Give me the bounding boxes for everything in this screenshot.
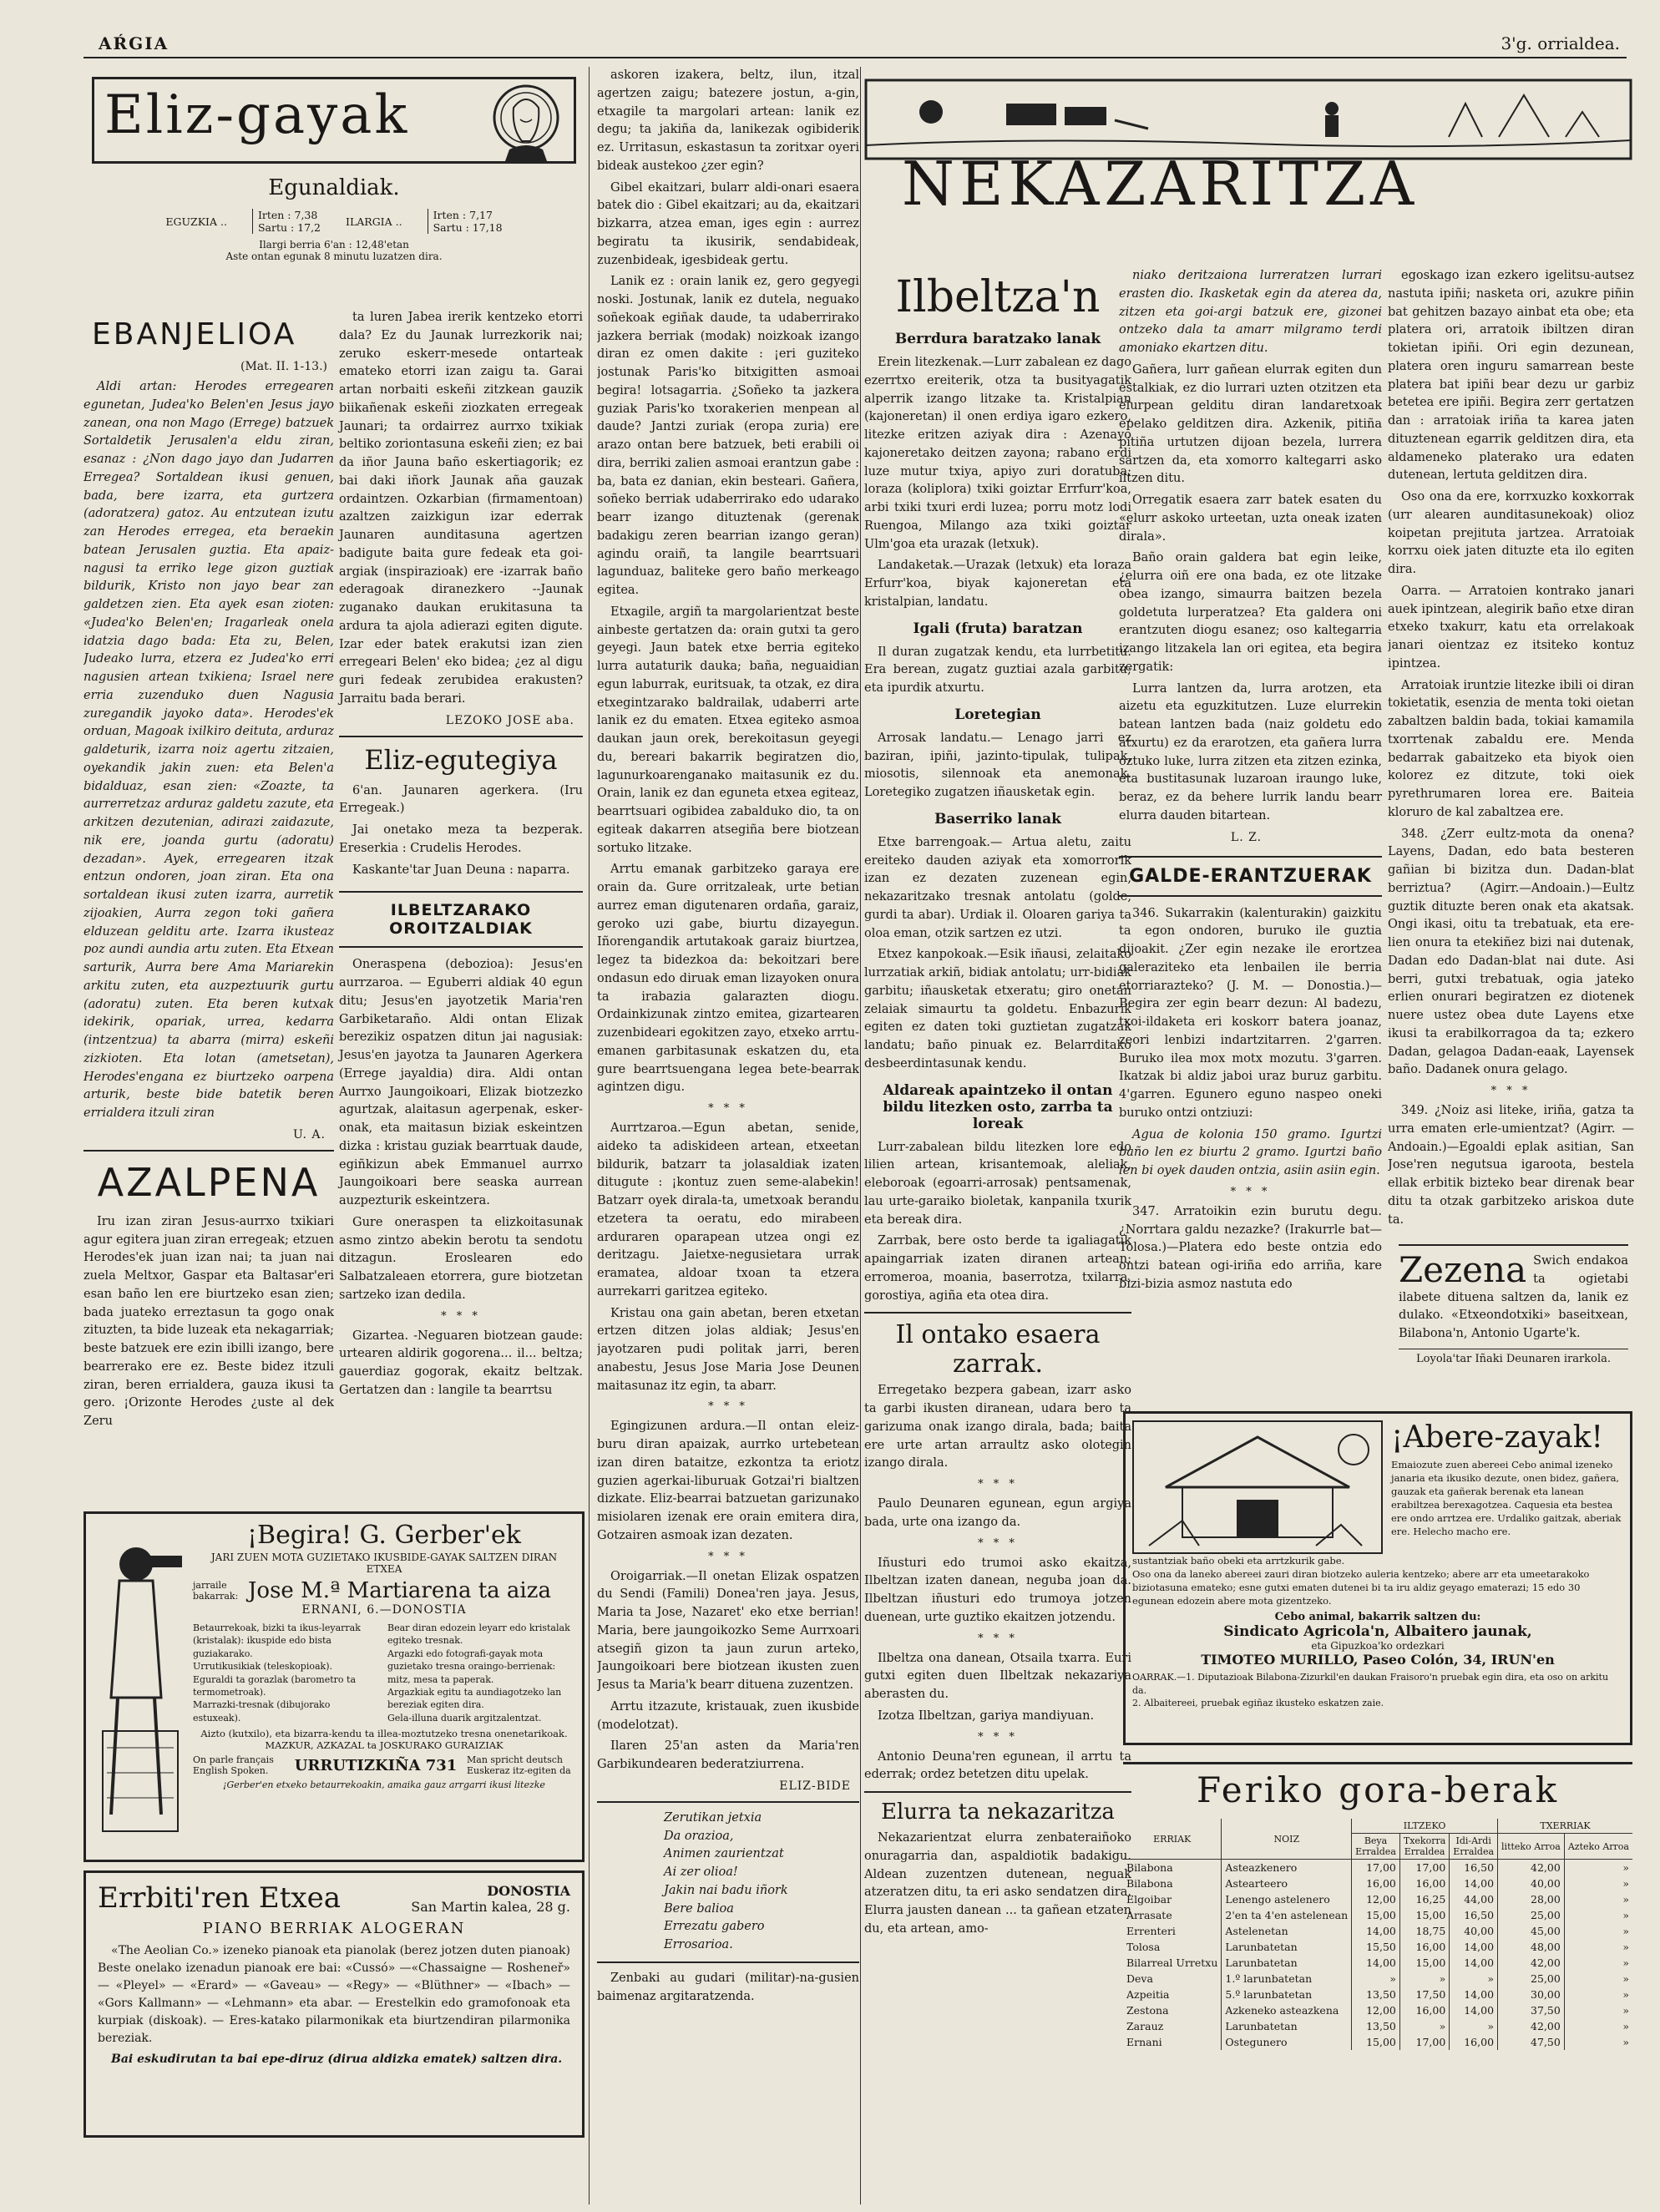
- nek-p19: Baño orain galdera bat egin leike, ¿elurra oiñ ere ona bada, ez ote litzake obea izango, simaurra baitzen bezela goldetuta lurperatzea? Eta galdera oni erantzuten diogu esanez; oso kaltegarria izango litzakela lan ori egitea, eta begira zergatik:: [1119, 551, 1382, 674]
- col-header-noiz: NOIZ: [1222, 1819, 1352, 1860]
- table-cell: 42,00: [1498, 2018, 1565, 2034]
- table-cell: Astelenetan: [1222, 1923, 1352, 1939]
- table-row: [1123, 1891, 1632, 1907]
- table-row: [1123, 1987, 1632, 2002]
- errbiti-body: «The Aeolian Co.» izeneko pianoak eta pianolak (berez jotzen duten pianoak) Beste onelako izenadun pianoak ere bai: «Cussó» —«Chassaigne — Rosheneř» — «Pleyel» — «Erard» — «Gaveau» — «Regy» — «Blüthner» — «Ibach» — «Gors Kallmann» — «Lehmann» eta abar. — Erestelkin edo gramofonoak eta kurpiak (diskoak). — Eres-katako pilarmonikak eta biurtzendiran pilarmonika bereziak.: [98, 1944, 570, 2045]
- gerber-footer-line: Aizto (kutxilo), eta bizarra-kendu ta illea-moztutzeko tresna onenetarikoak.: [200, 1728, 568, 1740]
- column-2: [332, 309, 583, 1503]
- poem-line: Ai zer olioa!: [664, 1865, 738, 1879]
- gerber-title: ¡Begira! G. Gerber'ek: [247, 1521, 521, 1550]
- table-cell: 16,00: [1352, 1875, 1400, 1891]
- table-cell: Zestona: [1126, 2004, 1169, 2017]
- gerber-item: Argazkiak egitu ta aundiagotzeko lan bereziak egiten dira.: [387, 1686, 562, 1711]
- divider: [597, 1801, 859, 1803]
- table-cell: 25,00: [1498, 1907, 1565, 1923]
- table-row: [1123, 1860, 1632, 1876]
- gerber-item: Betaurrekoak, bizki ta ikus-leyarrak (kristalak): ikuspide edo bista guziakarako.: [193, 1622, 361, 1659]
- table-cell: Larunbatetan: [1222, 2018, 1352, 2034]
- table-cell: 42,00: [1498, 1860, 1565, 1876]
- signature-elizbide: ELIZ-BIDE: [779, 1779, 851, 1793]
- table-cell: Bilarreal Urretxu: [1126, 1956, 1218, 1969]
- signature-ua: U. A.: [293, 1127, 326, 1141]
- abere-address: TIMOTEO MURILLO, Paseo Colón, 34, IRUN'en: [1201, 1652, 1555, 1668]
- question-346: 346. Sukarrakin (kalenturakin) gaizkitu ta egon ondoren, buruko ile guztia dijoakit. ¿Zer egin nezake ile erortzea galeraziteko eta lenbailen ile berria etorriarazteko? (J. M. — Donostia.)—Begira zer egin bearr dezun: Al badezu, txoi-ildaketa eri koskorr batera joanaz, zeori lenbizi indartzitarren. 2'garren. Buruko ilea mox motx mozutu. 3'garren. Ikatzak bi aldiz jaboi uraz buruz garbitu. 4'garren. Egunero eguno naspeo oneki buruko ontzi ontziuzi:: [1119, 906, 1382, 1120]
- separator-stars: * * *: [708, 1102, 748, 1115]
- table-cell: Bilabona: [1126, 1861, 1173, 1874]
- gerber-subtitle: JARI ZUEN MOTA GUZIETAKO IKUSBIDE-GAYAK SALTZEN DIRAN ETXEA: [210, 1551, 558, 1575]
- table-row: [1123, 2002, 1632, 2018]
- eliz-gayak-header: [92, 77, 576, 164]
- top-rule: [84, 57, 1627, 58]
- galde-erantzuerak-title: GALDE-ERANTZUERAK: [1119, 856, 1382, 897]
- gerber-phone: URRUTIZKIÑA 731: [294, 1756, 458, 1774]
- eguzkia-times: [252, 209, 321, 234]
- col3-p4: Etxagile, argiñ ta margolarientzat beste ainbeste gertatzen da: orain gutxi ta gero geyegi. Jaun batek etxe berria egiteko lurra autaturik dauka; baña, neguaidian egun laburrak, euritsuak, ta otzak, ez dira etxegintzarako baldrailak, udaberri arte lanik ez du ematen. Etxea egiteko asmoa daukan jaun orek, berekoitasun geyegi du, bereari bakarrik begiratzen dio, lagunurkoarenganako maitasunik ez du. Orain, lanik ez dan eguneta etxea egiteaz, bearrtsuari ogibidea zabalduko dio, ta on egiteak dakarren atsegiña bere biotzean sortuko litzake.: [597, 605, 859, 855]
- col3-p7: Kristau ona gain abetan, beren etxetan ertzen ditzen jolas aldiak; Jesus'en jayotzaren pudi politak jarri, beren anabestu, Jesus Jose Maria Jose Deunen maitasunaz itz egin, ta abarr.: [597, 1306, 859, 1393]
- table-cell: »: [1564, 1971, 1632, 1987]
- nek-p2: Landaketak.—Urazak (letxuk) eta loraza Erfurr'koa, biyak kajoneretan eta kristalpian, landatu.: [864, 559, 1131, 609]
- nek-p13: Izotza Ilbeltzan, gariya mandiyuan.: [878, 1708, 1095, 1723]
- nek-p18: Orregatik esaera zarr batek esaten du «elurr askoko urteetan, uzta oneak izaten dirala».: [1119, 494, 1382, 544]
- nek-p5: Etxe barrengoak.— Artua aletu, zaitu ereiteko dauden aziyak eta xomorrorik izan ez dezaten zuzenean egin, nekazaritzako tresnak antolatu (golde, gurdi ta abar). Urdiak il. Oloaren gariya ta oloa eman, otzik sartzen ez utzi.: [864, 835, 1131, 940]
- table-cell: »: [1564, 1987, 1632, 2002]
- table-row: [1123, 2034, 1632, 2050]
- col3-p1: askoren izakera, beltz, ilun, itzal agertzen zaigu; batezere jostun, a-gin, etxagile ta margolari artean: lanik ez degu; ta jakiña da, lanikezak ogibiderik ez. Urritasun, eskastasun ta zoritxar oyeri bideak austekoo ¿zer egin?: [597, 68, 859, 173]
- ilargia-label: ILARGIA ..: [346, 215, 402, 228]
- table-cell: 25,00: [1498, 1971, 1565, 1987]
- table-cell: 17,00: [1399, 1860, 1449, 1876]
- errbiti-advertisement: [84, 1870, 585, 2138]
- abere-body-2: sustantziak baño obeki eta arrtzkurik gabe.: [1132, 1555, 1345, 1567]
- table-cell: 5.º larunbatetan: [1222, 1987, 1352, 2002]
- col3-p11: Ilaren 25'an asten da Maria'ren Garbikundearen bederatziurrena.: [597, 1739, 859, 1771]
- table-cell: Elgoibar: [1126, 1893, 1172, 1906]
- zezena-title: Zezena: [1399, 1249, 1527, 1290]
- col-header-txekorra: [1399, 1834, 1449, 1860]
- nek-p21: egoskago izan ezkero igelitsu-autsez nastuta ipiñi; nasketa ori, azukre piñin bat gehitzen bazayo ainbat eta obe; eta platera ori, arratoik ibiltzen diran tokietan ipiñi. Ori egin dezunean, platera oren inguru samarrean beste platera bat ipiñi bear dezu ur garbiz betetea ere ipiñi. Begira zerr gertatzen dan : arratoiak iriña ta karea jaten dituztenean egarrik gelditzen dira, eta aldameneko platerako ura edaten dutenean, lertuta gelditzen dira.: [1388, 269, 1634, 483]
- nek-p20: Lurra lantzen da, lurra arotzen, eta aizetu eta eguzkitutzen. Luze elurrekin batean lantzen bada (naiz goldetu edo atxurtu) ez da erarotzen, eta gañera lurra oztuko luke, lurra zitzen eta zitzen ezinka, eta bustitasunak luzaroan iraungo luke, beraz, ez da behere lurrik landu bearr elurra dauden bitartean.: [1119, 681, 1382, 823]
- nek-p7: Lurr-zabalean bildu litezken lore edo lilien artean, krisantemoak, aleliak, eleboroak (egoarri-arrosak) pentsamenak, lau urte-garaiko bioletak, kanpanila txurik eta bereak dira.: [864, 1140, 1131, 1227]
- price-rows: [1123, 1860, 1632, 2051]
- col-header-erriak: ERRIAK: [1123, 1819, 1222, 1860]
- abere-zayak-title: ¡Abere-zayak!: [1391, 1420, 1604, 1455]
- table-cell: »: [1564, 2018, 1632, 2034]
- table-cell: 45,00: [1498, 1923, 1565, 1939]
- ebanjelioa-continued: ta luren Jabea irerik kentzeko etorri dala? Ez du Jaunak lurrezkorik nai; zeruko eskerr-mesede ontarteak emateko etorri izan zaigu ta. Garai artan norbaiti eskeñi zitzkean gauzik biikañenak eskeñi ziozkaten erregeak Jaunari; ta ordairrez aurrxo txikiak beltiko zoriontasuna eskeñi zien; ez bai da iñor Jauna baño eskertiagorik; ez bai daki iñork Jaunak aña gauzak ordaintzen. Ozkarbian (firmamentoan) azaltzen zaizkigun izar ederrak Jaunaren aunditasuna agertzen badigute baita gure fedeak eta goi-argiak (inspirazioak) ere -izarrak baño ederagoak diranezkero --Jaunak zuganako daukan erukitasuna ta ardura ta ajola adierazi egiten digute. Izar eder batek erakutsi izan zien erregeari Belen' eko bidea; ¿ez al digu guri fedeak zerubidea erakusten? Jarraitu bada berari.: [339, 311, 583, 706]
- oroitzaldiak-p3: Gizartea. -Neguaren biotzean gaude: urtearen aldirik gogorena... il... beltza; gauerdiaz gogorak, ekaitz beltzak. Gertatzen dan : langile ta bearrtsu: [339, 1329, 583, 1397]
- table-cell: Azpeitia: [1126, 1988, 1170, 2001]
- abere-seller: Sindicato Agricola'n, Albaitero jaunak,: [1223, 1623, 1532, 1641]
- printer-credit: Loyola'tar Iñaki Deunaren irarkola.: [1399, 1349, 1628, 1365]
- eguzkia-sartu: Sartu : 17,2: [257, 221, 321, 234]
- table-cell: 15,50: [1352, 1939, 1400, 1955]
- table-cell: »: [1399, 1971, 1449, 1987]
- col3-p5: Arrtu emanak garbitzeko garaya ere orain da. Gure orritzaleak, urte betian aurrez eman digutenaren ordaña, garaiz, geroko uzi gabe, biurtu dizayegun. Iñorengandik artutakoak garaiz biurtzea, legez ta bidezkoa da: bekoitzari bere ondasun edo diruak eman lizayoken onura ta irabazia galarazten diogu. Ordainkizunak zintzo emitea, gizartearen zuzenbideari egokitzen zayo, etxeko arrtu-emanen garbitasunak eskatzen du, eta gure bearrtsuengana legea bete-bearrak agintzen digu.: [597, 863, 859, 1095]
- table-cell: 40,00: [1450, 1923, 1498, 1939]
- poem-line: Bere balioa: [664, 1901, 734, 1916]
- nek-p1: Erein litezkenak.—Lurr zabalean ez dago ezerrtxo ereiterik, otza ta busityagatik alperrik izango litzake ta. Kristalpian (kajoneretan) il onen erdiya igaro ezkero, litezke eritzen aziyak dira : Azenayo kajoneretako deitzen zayona; rabano erdi luze mutur txiya, apiyo zuri doratuba; loraza (koliplora) txiki goiztar Errfurr'koa, arbi txiki txuri erdi luzea; porru motz lodi Ruengoa, Milango aza txiki goiztar Ulm'goa eta urazak (letxuk).: [864, 356, 1131, 551]
- table-cell: 14,00: [1450, 1939, 1498, 1955]
- gerber-item: Urrutikusikiak (teleskopioak).: [193, 1661, 333, 1673]
- section-aldareak: Aldareak apaintzeko il ontan bildu litezken osto, zarrba ta loreak: [883, 1081, 1113, 1132]
- col-header-beya: [1352, 1834, 1400, 1860]
- errbiti-title: Errbiti'ren Etxea: [98, 1881, 341, 1915]
- ebanjelioa-ref: (Mat. II. 1-13.): [240, 360, 327, 373]
- nek-p22: Oso ona da ere, korrxuzko koxkorrak (urr alearen aunditasunekoak) olioz koipetan prejituta jartzea. Arratoiak korrxu oiek jaten dituzte eta ilo egiten dira.: [1388, 490, 1634, 576]
- gerber-footer-line: MAZKUR, AZKAZAL ta JOSKURAKO GURAIZIAK: [265, 1739, 504, 1752]
- table-cell: »: [1564, 1955, 1632, 1971]
- egunaldiak-title: Egunaldiak.: [268, 175, 400, 200]
- col3-p10: Arrtu itzazute, kristauak, zuen ikusbide (modelotzat).: [597, 1699, 859, 1732]
- errbiti-payment: Bai eskudirutan ta bai epe-diruz (dirua aldizka ematek) saltzen dira.: [111, 2053, 563, 2066]
- col3-p2: Gibel ekaitzari, bularr aldi-onari esaera batek dio : Gibel ekaitzari; au da, ekaitzari bizkarra, atzea eman, iges egin : aurrez begiratu ta ikusirik, sendabideak, zuzenbideak, igesbideak gertu.: [597, 180, 859, 267]
- gerber-agent-row: [193, 1578, 575, 1603]
- masthead-name: AŔGIA: [99, 33, 170, 53]
- poem-line: Zerutikan jetxia: [664, 1810, 762, 1825]
- censorship-note: Zenbaki au gudari (militar)-na-gusien baimenaz argitaratzenda.: [597, 1971, 859, 2003]
- nek-p15: Nekazarientzat elurra zenbateraiñoko onuragarria dan, aspaldiotik badakigu. Aldean zuzentzen dutenean, neguak atzeratzen ditu, ta eri asko sendatzen dira. Elurra jausten danean ... ta gañean etzaten du, eta artean, amo-: [864, 1831, 1131, 1936]
- gerber-item: Marrazki-tresnak (dibujorako estuxeak).: [193, 1699, 331, 1724]
- ilargia-times: [428, 209, 503, 234]
- table-cell: »: [1564, 2034, 1632, 2050]
- nek-p6: Etxez kanpokoak.—Esik iñausi, zelaitako lurrzatiak arkiñ, bidiak antolatu; urr-bidiak garbitu; iñausketak etxeratu; giro onetan zelaiak simaurtu ta goldetu. Enbazurik egiten ez daten toki guztietan zugatzak landatu; baño pinuak ez. Belarrditako desbeerdintasunak kendu.: [864, 948, 1131, 1071]
- oroitzaldiak-title: ILBELTZARAKO OROITZALDIAK: [339, 891, 583, 948]
- gerber-german-basque: Man spricht deutsch Euskeraz itz-egiten da: [467, 1754, 571, 1777]
- question-349: 349. ¿Noiz asi liteke, iriña, gatza ta urra ematen erle-umientzat? (Agirr. — Andoain.)—Egoaldi eplak asitian, San Jose'ren negutsua igaroota, bestela ellak erbitik bizteko bear direnak bear ditu ta otzak garbitzeko ariskoa dute ta.: [1388, 1104, 1634, 1227]
- table-cell: 14,00: [1450, 1987, 1498, 2002]
- gerber-list-right: [387, 1622, 575, 1724]
- page-number: 3'g. orrialdea.: [1501, 33, 1620, 53]
- table-cell: 14,00: [1450, 1955, 1498, 1971]
- table-cell: »: [1564, 1907, 1632, 1923]
- col-header-idi: [1450, 1834, 1498, 1860]
- ilbeltzan-title: Ilbeltza'n: [895, 272, 1101, 322]
- azalpena-text: Iru izan ziran Jesus-aurrxo txikiari agur egitera juan ziran erregeak; etzuen Herodes'ek juan izan nai; ta juan nai zuela Meltxor, Gaspar eta Baltasar'eri esan baño len ere biurtzeko esan zien; bada juateko erreztasun ta gogo onak zituzten, ta bide luzeak eta nekagarriak; beste batzuek ere ezin ibilli izango, bere bearrerako ere ez. Beste bidez itzuli ziran, beren errialdera, gauza ikusi ta gero. ¡Orizonte Herodes ¿uste al dek Zeru: [84, 1214, 334, 1428]
- divider: [864, 1791, 1131, 1793]
- table-cell: »: [1450, 1971, 1498, 1987]
- errbiti-header: [98, 1881, 570, 1915]
- column-5: [1119, 267, 1382, 1378]
- ilargia-irten: Irten : 7,17: [433, 209, 493, 221]
- question-347: 347. Arratoikin ezin burutu degu. ¿Norrtara galdu nezazke? (Irakurrle bat—Tolosa.)—Platera edo beste ontzia edo ontzi batean ogi-iriña edo arriña, kare bizi-bizia asmoz nastuta edo: [1119, 1204, 1382, 1291]
- separator-stars: * * *: [708, 1550, 748, 1563]
- signature-lz: L. Z.: [1230, 830, 1263, 844]
- table-cell: »: [1564, 1860, 1632, 1876]
- table-cell: 12,00: [1352, 2002, 1400, 2018]
- gerber-list-left: [193, 1622, 381, 1724]
- table-cell: 12,00: [1352, 1891, 1400, 1907]
- table-header-row: [1123, 1819, 1632, 1834]
- col-header-litteko: litteko Arroa: [1498, 1834, 1565, 1860]
- col3-p6: Aurrtzaroa.—Egun abetan, senide, aideko ta adiskideen artean, etxeetan bildurik, batzarr ta jolasaldiak izaten ditugute : ¡kontuz zuen seme-alabekin! Batzarr oyek dirala-ta, umetxoak berandu etzetera ta oeratu, edo mirabeen arduraren oparapean utzea ongi ez deritzagu. Jaietxe-negusietara urrak eramatea, aldoar txoan ta etzera aurrekarri garitzea egiteko.: [597, 1121, 859, 1298]
- separator-stars: * * *: [978, 1730, 1018, 1744]
- nek-p4: Arrosak landatu.— Lenago jarri ez baziran, ipiñi, jazinto-tipulak, tulipak, miosotis, silennoak eta anemonak. Loretegiko zugatzen iñausketak egin.: [864, 731, 1131, 799]
- separator-stars: * * *: [978, 1536, 1018, 1550]
- table-cell: 47,50: [1498, 2034, 1565, 2050]
- col-header-txekorra-label: Txekorra: [1403, 1835, 1446, 1846]
- nek-p11: Iñusturi edo trumoi asko ekaitza, Ilbeltzan izaten danean, neguba joan da. Ilbeltzan iñusturi edo trumoya jotzen duenean, urte guztiko ekaitzen jotzendu.: [864, 1556, 1131, 1624]
- gerber-item: Gela-illuna duarik argitzalentzat.: [387, 1712, 542, 1724]
- egunaldiak-block: [92, 175, 576, 262]
- market-price-table: [1123, 1819, 1632, 2050]
- separator-stars: * * *: [1230, 1185, 1271, 1198]
- nek-p14: Antonio Deuna'ren egunean, il arrtu ta ederrak; ordez betetzen ditu upelak.: [864, 1749, 1131, 1782]
- table-cell: 17,00: [1399, 2034, 1449, 2050]
- nek-p10: Paulo Deunaren egunean, egun argiya bada, urte ona izango da.: [864, 1497, 1131, 1529]
- oroitzaldiak-p1: Oneraspena (debozioa): Jesus'en aurrzaroa. — Eguberri aldiak 40 egun ditu; Jesus'en jayotzetik Maria'ren Garbiketaraño. Aldi ontan Elizak berezikiz ospatzen ditun jai nagusiak: Jesus'en jayotza ta Jaunaren Agerkera (Errege jayaldia) dira. Aldi ontan Aurrxo Jaungoikoari, Elizak biotzezko agurtzak, alaitasun agerpenak, esker-onak, eta maitasun biziak eskeintzen dizka : kristau guziak bearrtuak daude, egiñkizun abek Emmanuel aurrxo Jaungoikoari bere seaska aurrean auzpezturik eskeintzera.: [339, 958, 583, 1207]
- signature-lezoko: LEZOKO JOSE aba.: [445, 713, 574, 727]
- elurra-title: Elurra ta nekazaritza: [881, 1799, 1115, 1825]
- table-row: [1123, 1955, 1632, 1971]
- abere-agent-label: eta Gipuzkoa'ko ordezkari: [1311, 1640, 1445, 1653]
- zezena-text: Swich endakoa ta ogietabi ilabete dituena saltzen da, lanik ez dulako. «Etxeondotxiki» baseitxean, Bilabona'n, Antonio Ugarte'k.: [1399, 1254, 1628, 1340]
- poem-line: Da orazioa,: [664, 1829, 734, 1843]
- table-cell: 40,00: [1498, 1875, 1565, 1891]
- table-cell: 15,00: [1352, 2034, 1400, 2050]
- section-baratzako: Berrdura baratzako lanak: [894, 331, 1101, 347]
- gerber-city: ERNANI, 6.—DONOSTIA: [301, 1603, 467, 1617]
- section-baserriko: Baserriko lanak: [934, 810, 1061, 828]
- table-cell: Deva: [1126, 1972, 1153, 1985]
- column-4: [864, 267, 1131, 2154]
- eguzkia-label: EGUZKIA ..: [165, 215, 227, 228]
- table-row: [1123, 1923, 1632, 1939]
- table-row: [1123, 1907, 1632, 1923]
- livestock-barn-illustration: [1132, 1420, 1383, 1554]
- col3-p3: Lanik ez : orain lanik ez, gero gegyegi noski. Jostunak, lanik ez dutela, neguako soñekoak egiñak daude, ta udaberrirako jazkera berriak (modak) noizkoak izango diran ez omen dakite : ¡eri guziteko jostunak Paris'ko bitxigitten asmoai begira! lotsagarria. ¿Soñeko ta jazkera guziak Paris'ko txorakerien menpean al daude? Jantzi zuriak (eropa zuria) ere arazo ontan bere batzuek, beti erabili oi dira, berriki zalien asmoai erantzun gabe : ba, bata ez danian, ekin besteari. Gañera, soñeko berriak udaberrirako edo udarako bearr izango dituztenak (gerenak badakigu zeren bearrian izango geran) agindu oraiñ, ta langile bearrtsuari lagunduaz, baliteke gero baño merkeago egitea.: [597, 275, 859, 597]
- separator-stars: * * *: [978, 1478, 1018, 1491]
- table-cell: 17,50: [1399, 1987, 1449, 2002]
- nek-p8: Zarrbak, bere osto berde ta igaliagatik apaingarriak izaten diranen artean: erromeroa, moania, baserrotza, txilarra, gorostiya, agiña eta otea dira.: [864, 1234, 1131, 1303]
- table-cell: 42,00: [1498, 1955, 1565, 1971]
- table-row: [1123, 2018, 1632, 2034]
- ebanjelioa-text: Aldi artan: Herodes erregearen egunetan, Judea'ko Belen'en Jesus jayo zanean, ona non Mago (Errege) batzuek Sortaldetik Jerusalen'a eldu ziran, esanaz : ¿Non dago jayo dan Judarren Erregea? Sortaldean ikusi genuen, bada, bere izarra, eta gurtzera (adoratzera) gatoz. Au entzutean izutu zan Herodes erregea, eta beraekin batean Jerusalen guztia. Eta apaiz-nagusi ta erriko lege gizon guztiak bildurik, Kristo non jayo bear zan galdetzen zien. Eta ayek esan zioten: «Judea'ko Belen'en; Iragarleak onela idatzia dago bada: Eta zu, Belen, Judeako lurra, etzera ez Judea'ko erri nagusien artean txikiena; Israel nere erria zuzenduko duen Nagusia zuregandik jayoko data». Herodes'ek orduan, Magoak ixilkiro deituta, arduraz galdeturik, izarra noiz agertu zitzaien, oyekandik jakin zuen: eta Belen'a bidalduaz, esan zien: «Zoazte, ta aurrerretzaz arduraz galdetu zazute, eta arkitzen dezutenian, adirazi zaidazute, nik ere, joanda gurtu (adoratu) dezadan». Ayek, erregearen itzak entzun ondoren, joan ziran. Eta ona sortaldean ikusi zuten izarra, aurretik zijoakien, Aurra zegon toki gañera elduzean gelditu arte. Izarra ikusteaz poz aundi aundia artu zuten. Eta Etxean sarturik, Aurra bere Ama Mariarekin arkitu zuten, eta auzpeztuurik gurtu (adoratu) zuten. Eta beren kutxak idekirik, opariak, urrea, kedarra (intzentzua) ta abarra (mirra) eskeñi zizkioten. Eta lotan (ametsetan), Herodes'engana ez biurtzeko oarpena arturik, beste bide batetik beren errialdera itzuli ziran: [84, 380, 334, 1120]
- table-cell: Zarauz: [1126, 2020, 1164, 2032]
- table-cell: 16,00: [1399, 1939, 1449, 1955]
- col-header-iltzeko: ILTZEKO: [1352, 1819, 1498, 1834]
- col-header-unit: Erraldea: [1453, 1846, 1495, 1857]
- table-cell: 44,00: [1450, 1891, 1498, 1907]
- table-cell: Ernani: [1126, 2036, 1162, 2048]
- section-loretegian: Loretegian: [954, 706, 1041, 723]
- col-header-txerriak: TXERRIAK: [1498, 1819, 1632, 1834]
- feriko-title: Feriko gora-berak: [1196, 1769, 1560, 1810]
- abere-note-2: 2. Albaitereei, pruebak egiñaz ikusteko eskatzen zaie.: [1132, 1698, 1384, 1709]
- table-row: [1123, 1939, 1632, 1955]
- abere-body-1: Emaiozute zuen abereei Cebo animal izeneko janaria eta ikusiko dezute, onen bidez, gañera, gauzak eta gañerak berenak eta lanean erabiltzea berexagotzea. Caquesia eta bestea ere ondo arrtzea ere. Urdaliko gaitzak, aberiak ere. Helecho macho ere.: [1391, 1459, 1622, 1538]
- table-cell: 15,00: [1399, 1955, 1449, 1971]
- nek-p24: Arratoiak iruntzie litezke ibili oi diran tokietatik, esenzia de menta toki oietan zabaltzen baldin bada, tokiai kamamila txorrtenak zabaldu ere. Menda bedarrak gabaitzeko eta biyok oien kolorez ez ditzute, toki oiek pyrethrumaren lorea ere. Baiteia kloruro de kal zabaltzea ere.: [1388, 678, 1634, 819]
- table-cell: 17,00: [1352, 1860, 1400, 1876]
- gerber-product-lists: [193, 1622, 575, 1724]
- gerber-language-row: [193, 1754, 575, 1776]
- nek-p12: Ilbeltza ona danean, Otsaila txarra. Euri gutxi egiten duen Ilbeltzak nekazariya aberasten du.: [864, 1651, 1131, 1701]
- column-6: [1388, 267, 1634, 1378]
- divider: [84, 1150, 334, 1152]
- errbiti-address-block: [411, 1883, 570, 1915]
- gerber-french-english: On parle français English Spoken.: [193, 1754, 274, 1777]
- column-rule: [860, 67, 861, 2204]
- separator-stars: * * *: [708, 1400, 748, 1414]
- errbiti-city: DONOSTIA: [487, 1883, 570, 1899]
- esaera-title: Il ontako esaera zarrak.: [895, 1320, 1101, 1379]
- table-cell: 16,00: [1450, 2034, 1498, 2050]
- table-cell: 48,00: [1498, 1939, 1565, 1955]
- table-cell: 14,00: [1450, 2002, 1498, 2018]
- table-cell: Tolosa: [1126, 1941, 1161, 1953]
- nek-p16: niako deritzaiona lurreratzen lurrari erasten dio. Ikasketak egin da aterea da, zitzen eta goi-argi batzuk ere, gizonei ontzeko dala ta amarr milgramo terdi amoniako ekartzen ditu.: [1119, 269, 1382, 355]
- egutegiya-p1: 6'an. Jaunaren agerkera. (Iru Erregeak.): [339, 783, 583, 816]
- nek-p17: Gañera, lurr gañean elurrak egiten dun estalkiak, ez dio lurrari uzten otzitzen eta elurpean gelditu diran landaretxoak epelako gelditzen dira. Azkenik, pitiña pitiña urtutzen dijoan bezela, lurrera sartzen da, eta xomorro kaltegarri asko iltzen ditu.: [1119, 362, 1382, 486]
- table-cell: 13,50: [1352, 2018, 1400, 2034]
- divider: [597, 1961, 859, 1963]
- table-cell: 18,75: [1399, 1923, 1449, 1939]
- separator-stars: * * *: [978, 1632, 1018, 1645]
- table-cell: Azkeneko asteazkena: [1222, 2002, 1352, 2018]
- nekazaritza-title: NEKAZARITZA: [902, 149, 1420, 219]
- errbiti-subtitle: PIANO BERRIAK ALOGERAN: [202, 1920, 466, 1937]
- table-cell: 1.º larunbatetan: [1222, 1971, 1352, 1987]
- ebanjelioa-title: EBANJELIOA: [92, 317, 297, 352]
- egutegiya-p3: Kaskante'tar Juan Deuna : naparra.: [352, 863, 570, 877]
- nek-p23: Oarra. — Arratoien kontrako janari auek ipintzean, alegirik baño etxe diran etxeko txakurr, katu eta orrelakoak janari oientzaz ez itsiteko kontuz ipintzea.: [1388, 584, 1634, 671]
- table-cell: »: [1564, 1891, 1632, 1907]
- aste-line: Aste ontan egunak 8 minutu luzatzen dira.: [225, 251, 443, 262]
- table-cell: 30,00: [1498, 1987, 1565, 2002]
- col-header-unit: Erraldea: [1355, 1846, 1396, 1857]
- column-3: [597, 67, 859, 2138]
- table-cell: 14,00: [1450, 1875, 1498, 1891]
- poem-line: Animen zaurientzat: [664, 1847, 784, 1861]
- gerber-advertisement: [84, 1511, 585, 1862]
- table-cell: 15,00: [1352, 1907, 1400, 1923]
- egutegiya-p2: Jai onetako meza ta bezperak. Ereserkia : Crudelis Herodes.: [339, 823, 583, 855]
- section-igali: Igali (fruta) baratzan: [913, 620, 1083, 637]
- table-cell: 14,00: [1352, 1955, 1400, 1971]
- gerber-agent-label: jarraile bakarrak:: [193, 1580, 239, 1602]
- table-cell: Larunbatetan: [1222, 1939, 1352, 1955]
- gerber-agent-name: Jose M.ª Martiarena ta aiza: [248, 1578, 551, 1603]
- zezena-classified: [1399, 1244, 1628, 1365]
- divider: [339, 736, 583, 737]
- nek-p9: Erregetako bezpera gabean, izarr asko ta garbi ikusten diranean, udara bero ta garizuma onak izango dirala, bada; baita ere urte artan arraultz asko olotegin izango dirala.: [864, 1384, 1131, 1470]
- table-cell: 15,00: [1399, 1907, 1449, 1923]
- gerber-item: Eguraldi ta gorazlak (barometro ta termometroak).: [193, 1673, 357, 1698]
- saint-portrait-icon: [488, 83, 564, 161]
- col3-p8: Egingizunen ardura.—Il ontan eleiz-buru diran apaizak, aurrko urtebetean izan diren bataitze, ezkontza ta eriotz guzien agerkai-liburuak Gotzai'ri bialtzen dizkate. Eliz-bearrai batzuetan garizunako misiolaren izenak ere orain emitera dira, Gotzairen asmoak izan dezaten.: [597, 1420, 859, 1542]
- divider: [864, 1312, 1131, 1314]
- eliz-egutegiya-title: Eliz-egutegiya: [364, 743, 558, 776]
- table-cell: Larunbatetan: [1222, 1955, 1352, 1971]
- col-header-azteko: Azteko Arroa: [1564, 1834, 1632, 1860]
- abere-zayak-advertisement: [1123, 1411, 1632, 1745]
- table-cell: »: [1450, 2018, 1498, 2034]
- gerber-item: Bear diran edozein leyarr edo kristalak egiteko tresnak.: [387, 1622, 570, 1647]
- table-cell: Astearteero: [1222, 1875, 1352, 1891]
- table-cell: Bilabona: [1126, 1877, 1173, 1890]
- table-cell: 16,00: [1399, 1875, 1449, 1891]
- errbiti-address: San Martin kalea, 28 g.: [411, 1899, 570, 1915]
- table-cell: Lenengo astelenero: [1222, 1891, 1352, 1907]
- gerber-item: Argazki edo fotografi-gayak mota guzietako tresna oraingo-berrienak: mitz, mesa ta paperak.: [387, 1648, 556, 1685]
- table-cell: 14,00: [1352, 1923, 1400, 1939]
- table-row: [1123, 1971, 1632, 1987]
- table-cell: »: [1564, 1923, 1632, 1939]
- column-1: [84, 309, 334, 1503]
- table-cell: 16,00: [1399, 2002, 1449, 2018]
- poem-line: Errosarioa.: [664, 1938, 733, 1951]
- separator-stars: * * *: [1490, 1085, 1531, 1097]
- azalpena-title: AZALPENA: [97, 1159, 321, 1205]
- table-cell: 16,50: [1450, 1860, 1498, 1876]
- table-cell: Ostegunero: [1222, 2034, 1352, 2050]
- table-cell: Asteazkenero: [1222, 1860, 1352, 1876]
- col-header-beya-label: Beya: [1364, 1835, 1388, 1846]
- table-cell: »: [1564, 1875, 1632, 1891]
- table-cell: »: [1352, 1971, 1400, 1987]
- eliz-gayak-title: Eliz-gayak: [104, 84, 410, 146]
- table-cell: 16,50: [1450, 1907, 1498, 1923]
- table-cell: »: [1399, 2018, 1449, 2034]
- table-cell: »: [1564, 2002, 1632, 2018]
- table-row: [1123, 1875, 1632, 1891]
- abere-note-1: OARRAK.—1. Diputazioak Bilabona-Zizurkil'en daukan Fraisoro'n pruebak egin dira, eta oso on arkitu da.: [1132, 1672, 1609, 1696]
- optician-figure-icon: [94, 1531, 186, 1848]
- poem-line: Jakin nai badu iñork: [664, 1883, 788, 1897]
- poem: [597, 1810, 859, 1955]
- oroitzaldiak-p2: Gure oneraspen ta elizkoitasunak asmo zintzo abekin berotu ta sendotu ditzagun. Eroslearen edo Salbatzaleaen etorrera, gure biotzetan sartzeko izan dedila.: [339, 1215, 583, 1302]
- table-cell: 28,00: [1498, 1891, 1565, 1907]
- table-cell: Errenteri: [1126, 1925, 1176, 1937]
- col-header-unit: Erraldea: [1404, 1846, 1445, 1857]
- gerber-slogan: ¡Gerber'en etxeko betaurrekoakin, amaika gauz arrgarri ikusi litezke: [223, 1779, 545, 1791]
- question-346-recipe: Agua de kolonia 150 gramo. Igurtzi baño len ez biurtu 2 gramo. Igurtzi baño len bi oyek dauden ontzia, asiin asiin egin.: [1119, 1127, 1382, 1177]
- table-cell: »: [1564, 1939, 1632, 1955]
- abere-body-3: Oso ona da laneko abereei zauri diran biotzeko auleria kentzeko; abere arr eta umeetarakoko biziotasuna emateko; esne gutxi ematen dutenei bi ta iru aldiz geyago ematerazi; 15 edo 30 egunean edozein abere mota gizentzeko.: [1132, 1568, 1590, 1607]
- separator-stars: * * *: [441, 1309, 481, 1323]
- abere-seller-label: Cebo animal, bakarrik saltzen du:: [1274, 1611, 1481, 1624]
- col-header-idi-label: Idi-Ardi: [1455, 1835, 1491, 1846]
- ilargia-sartu: Sartu : 17,18: [433, 221, 503, 234]
- question-348: 348. ¿Zerr eultz-mota da onena? Layens, Dadan, edo bata besteren gañian bi bizitza dun. Dadan-blat berriztua? (Agirr.—Andoain.)—Eultz guztik dituzte beren onak eta akatsak. Ongi ikasi, oitu ta trebatuak, eta ere- lien onura ta etekiñez bizi nai dutenak, Dadan edo Dadan-blat nai dute. Asi berri, gutxi trebatuak, ogia jateko erlien onurari begiratzen ez diotenek nuere ustez obea dute Layens etxe ikusi ta erabilkorragoa da ta; ezkero Dadan, gelagoa Dadan-eaak, Layensek baño. Dadanek onura gelago.: [1388, 827, 1634, 1077]
- nek-p3: Il duran zugatzak kendu, eta lurrbetitu. Era berean, zugatz guztiai azala garbitu; eta ipurdik atxurtu.: [864, 645, 1131, 695]
- table-cell: 16,25: [1399, 1891, 1449, 1907]
- column-rule: [589, 67, 590, 2204]
- eguzkia-irten: Irten : 7,38: [257, 209, 318, 221]
- sun-moon-times: [92, 209, 576, 234]
- poem-line: Errezatu gabero: [664, 1920, 765, 1934]
- table-cell: 37,50: [1498, 2002, 1565, 2018]
- col3-p9: Oroigarriak.—Il onetan Elizak ospatzen du Sendi (Famili) Donea'ren jaya. Jesus, Maria ta Jose, Nazaret' eko etxe berrian! Maria, bere jaungoikozko Seme Aurrxoari atsegiñ gizon ta jaun zurun arteko, Jaungoikoari bere biotzean ikusten zuen Jesus ta Maria'k bearr dituena zuzentzen.: [597, 1569, 859, 1692]
- table-cell: 2'en ta 4'en astelenean: [1222, 1907, 1352, 1923]
- feriko-gora-berak-section: [1123, 1762, 1632, 2146]
- table-cell: Arrasate: [1126, 1909, 1172, 1921]
- table-cell: 13,50: [1352, 1987, 1400, 2002]
- ilargi-berria-line: Ilargi berria 6'an : 12,48'etan: [259, 239, 409, 251]
